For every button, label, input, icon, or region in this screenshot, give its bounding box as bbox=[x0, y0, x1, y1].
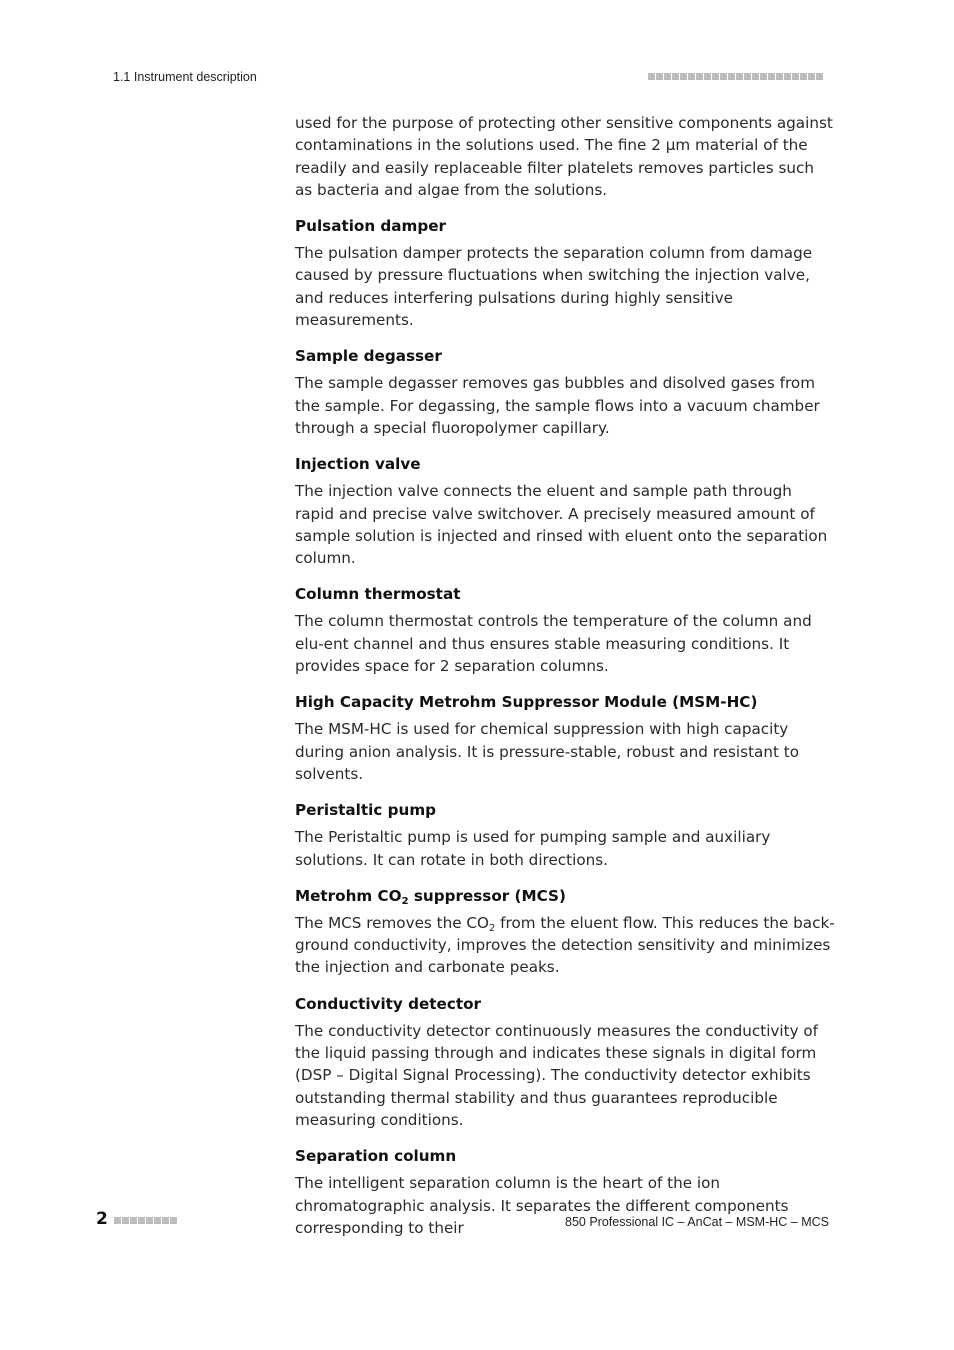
heading-msm-hc: High Capacity Metrohm Suppressor Module (MSM-HC) bbox=[295, 693, 758, 712]
running-header-section: 1.1 Instrument description bbox=[113, 70, 257, 84]
paragraph-mcs-post: from the eluent flow. This reduces the back-ground conductivity, improves the detection sensitivity and minimizes the injection and carbonate peaks. bbox=[295, 913, 835, 977]
heading-pulsation-damper: Pulsation damper bbox=[295, 217, 447, 236]
heading-mcs-pre: Metrohm CO bbox=[295, 886, 402, 905]
page-number: 2 bbox=[96, 1209, 108, 1229]
paragraph-mcs-pre: The MCS removes the CO bbox=[295, 913, 489, 932]
paragraph-mcs bbox=[295, 912, 835, 979]
paragraph-injection-valve: The injection valve connects the eluent and sample path through rapid and precise valve switchover. A precisely measured amount of sample solution is injected and rinsed with eluent onto the separation column. bbox=[295, 482, 828, 568]
heading-column-thermostat: Column thermostat bbox=[295, 585, 461, 604]
paragraph-column-thermostat: The column thermostat controls the temperature of the column and elu-ent channel and thus ensures stable measuring conditions. It provides space for 2 separation columns. bbox=[295, 612, 812, 676]
heading-sample-degasser: Sample degasser bbox=[295, 347, 442, 366]
header-decorative-squares bbox=[648, 73, 823, 80]
paragraph-separation-column: The intelligent separation column is the heart of the ion chromatographic analysis. It separates the different components corresponding to their bbox=[295, 1174, 789, 1237]
heading-conductivity-detector: Conductivity detector bbox=[295, 994, 482, 1013]
intro-paragraph: used for the purpose of protecting other sensitive components against contaminations in the solutions used. The fine 2 µm material of the readily and easily replaceable filter platelets removes particles such as bacteria and algae from the solutions. bbox=[295, 114, 833, 199]
heading-peristaltic-pump: Peristaltic pump bbox=[295, 801, 437, 820]
paragraph-peristaltic-pump: The Peristaltic pump is used for pumping sample and auxiliary solutions. It can rotate in both directions. bbox=[295, 828, 771, 869]
heading-separation-column: Separation column bbox=[295, 1147, 457, 1166]
heading-mcs-sub: 2 bbox=[401, 895, 409, 907]
footer-document-title: 850 Professional IC – AnCat – MSM-HC – MCS bbox=[565, 1215, 829, 1229]
main-content bbox=[295, 112, 835, 1239]
paragraph-pulsation-damper: The pulsation damper protects the separation column from damage caused by pressure fluctuations when switching the injection valve, and reduces interfering pulsations during highly sensitive measurements. bbox=[295, 244, 813, 330]
heading-mcs-post: suppressor (MCS) bbox=[408, 886, 566, 905]
heading-mcs bbox=[295, 885, 835, 907]
paragraph-mcs-sub: 2 bbox=[488, 922, 496, 934]
paragraph-msm-hc: The MSM-HC is used for chemical suppression with high capacity during anion analysis. It is pressure-stable, robust and resistant to solvents. bbox=[295, 720, 799, 783]
heading-injection-valve: Injection valve bbox=[295, 455, 421, 474]
paragraph-conductivity-detector: The conductivity detector continuously measures the conductivity of the liquid passing through and indicates these signals in digital form (DSP – Digital Signal Processing). The conductivity detector exhibits outstanding thermal stability and thus guarantees reproducible measuring conditions. bbox=[295, 1021, 819, 1129]
footer-decorative-squares bbox=[114, 1217, 177, 1224]
paragraph-sample-degasser: The sample degasser removes gas bubbles and disolved gases from the sample. For degassing, the sample flows into a vacuum chamber through a special fluoropolymer capillary. bbox=[295, 374, 820, 437]
